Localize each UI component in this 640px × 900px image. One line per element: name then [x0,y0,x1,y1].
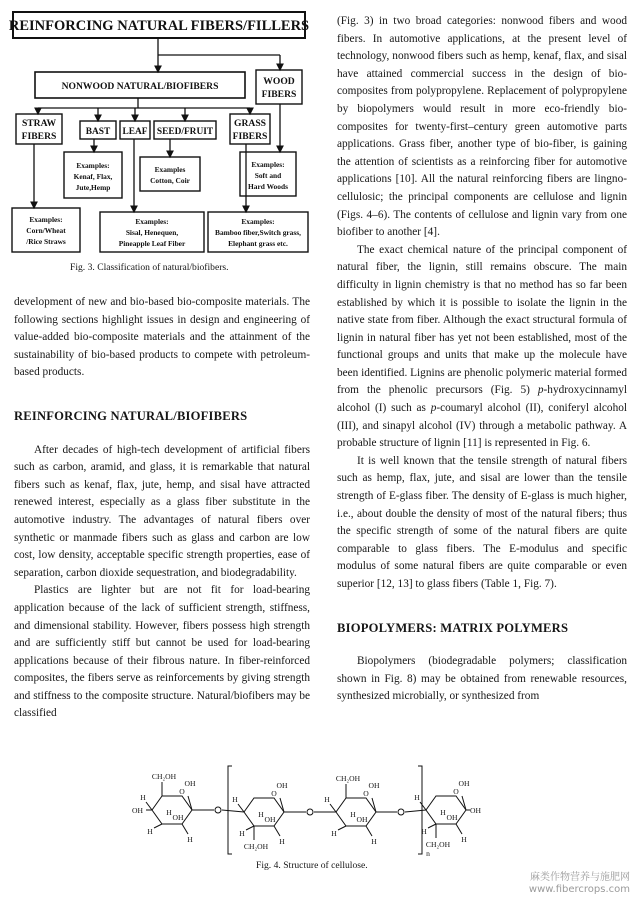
fig3-straw-label-1: STRAW [21,118,57,129]
ch2oh-label: CH₂OH [425,840,451,849]
fig3-nonwood-label: NONWOOD NATURAL/BIOFIBERS [61,81,219,92]
terminal-hydroxyl-label: OH [470,806,481,815]
hydroxyl-label: OH [172,813,184,822]
section-heading-reinforcing: REINFORCING NATURAL/BIOFIBERS [14,408,248,423]
fig3-straw-examples-3: /Rice Straws [26,237,66,246]
fig3-grass-label-1: GRASS [234,118,266,129]
ch2oh-label: CH₂OH [335,774,361,783]
fig3-leaf-examples-1: Examples: [135,217,169,226]
bond-line [182,824,188,834]
fig3-straw-examples-1: Examples: [29,215,63,224]
hydrogen-label: H [324,795,330,804]
fig3-leaf-examples-3: Pineapple Leaf Fiber [118,239,186,248]
hydroxyl-label: OH [446,813,458,822]
ring-oxygen-label: O [179,787,185,796]
hydrogen-label: H [232,795,238,804]
fig3-bast-examples-3: Jute,Hemp [75,183,111,192]
fig3-straw-label-2: FIBERS [21,131,57,142]
hydrogen-label: H [239,829,245,838]
hydrogen-label: H [440,808,446,817]
bond-line [274,826,280,836]
bond-line [238,804,244,812]
section-heading-biopolymers: BIOPOLYMERS: MATRIX POLYMERS [337,620,569,635]
bond-line [338,826,346,830]
hydrogen-label: H [147,827,153,836]
fig3-wood-label-1: WOOD [263,76,295,87]
bond-line [420,802,426,810]
figure-3-caption: Fig. 3. Classification of natural/biofibers. [70,262,229,273]
hydrogen-label: H [350,810,356,819]
fig3-grass-label-2: FIBERS [232,131,268,142]
figure-4-caption: Fig. 4. Structure of cellulose. [256,860,368,871]
lignin-paragraph [337,242,627,453]
fig3-seed-label: SEED/FRUIT [156,127,214,137]
bond-line [246,826,254,830]
ring-oxygen-label: O [271,789,277,798]
hydroxyl-label: OH [276,781,288,790]
fig3-grass-examples-3: Elephant grass etc. [228,239,288,248]
hydroxyl-label: OH [458,779,470,788]
hydroxyl-label: OH [184,779,196,788]
right-column [337,13,627,706]
repeat-bracket-left [228,766,232,854]
ring-oxygen-label: O [363,789,369,798]
repeat-count-label: n [426,849,430,858]
watermark-line-1: 麻类作物营养与施肥网 [530,872,630,883]
bond-line [456,824,462,834]
terminal-hydroxyl-label: OH [132,806,143,815]
fig3-bast-examples-2: Kenaf, Flax, [73,172,113,181]
ch2oh-label: CH₂OH [243,842,269,851]
reinforcing-paragraph-1: After decades of high-tech development of artificial fibers such as carbon, aramid, and glass, it is remarkable that natural fibers such as kenaf, flax, jute, hemp, and sisal have attracted renewed interest, especially as a glass fiber substitute in the automotive industry. The advantages of natural fibers over synthetic or manmade fibers such as glass and carbon are low cost, low density, acceptable specific strength properties, ease of separation, carbon dioxide sequestration, and biodegradability. [14,443,310,579]
hydrogen-label: H [258,810,264,819]
hydrogen-label: H [140,793,146,802]
hydroxyl-label: OH [368,781,380,790]
site-watermark [529,872,630,896]
hydrogen-label: H [371,837,377,846]
glycosidic-oxygen [307,809,313,815]
hydrogen-label: H [331,829,337,838]
lignin-text-b: -hydroxycinnamyl alcohol (I) such as [337,384,627,415]
fig3-wood-examples-2: Soft and [254,171,282,180]
lignin-italic-p-1: p [537,384,544,397]
figure-3 [8,10,310,273]
hydroxyl-label: OH [356,815,368,824]
hydrogen-label: H [166,808,172,817]
fiber-classification-diagram [8,10,310,260]
fig3-title: REINFORCING NATURAL FIBERS/FILLERS [8,18,310,34]
fig3-wood-examples-1: Examples: [251,160,285,169]
lignin-italic-p-2: p [430,402,437,415]
left-intro-paragraph: development of new and bio-based bio-composite materials. The following sections highlight issues in design and engineering of value-added bio-composite materials and the attainment of the sustainability of bio-based products to compete with petroleum-based products. [14,296,310,379]
figure-4 [124,762,640,880]
fig3-bast-label: BAST [85,127,111,137]
biopolymers-paragraph: Biopolymers (biodegradable polymers; classification shown in Fig. 8) may be obtained from renewable resources, synthesized microbially, or synthesized from [337,655,627,703]
bond-line [366,826,372,836]
hydrogen-label: H [421,827,427,836]
fig3-grass-examples-1: Examples: [241,217,275,226]
watermark-line-2: www.fibercrops.com [528,884,630,895]
right-continuation-paragraph: (Fig. 3) in two broad categories: nonwood fibers and wood fibers. In automotive applications, at the present level of technology, nonwood fibers such as hemp, kenaf, flax, and sisal have attained commercial success in the design of bio-composites from polypropylene. Replacement of polypropylene by biopolymers would result in more eco-friendly bio-composites for twenty-first–century green automotive parts applications. Grass fiber, another type of bio-fiber, is gaining the attention of scientists as a reinforcing fiber for automotive applications [10]. All the natural reinforcing fibers are lingno-cellulosic; the principal components are cellulose and lignin (Figs. 4–6). The contents of cellulose and lignin vary from one biofiber to another [4]. [337,15,627,239]
hydrogen-label: H [279,837,285,846]
hydroxyl-label: OH [264,815,276,824]
fig3-bast-examples-1: Examples: [76,161,110,170]
glycosidic-oxygen [398,809,404,815]
tensile-strength-paragraph: It is well known that the tensile strength of natural fibers such as hemp, flax, jute, and sisal are lower than the tensile strength of E-glass fiber. The density of E-glass is much higher, i.e., about double the density of most of the natural fibers; thus the specific strength of some of the natural fibers are quite comparable to glass fibers. The E-modulus and specific modulus of some natural fibers are quite comparable or even superior [12, 13] to glass fibers (Table 1, Fig. 7). [337,454,627,590]
fig3-leaf-examples-2: Sisal, Henequen, [125,228,179,237]
bond-line [428,824,436,828]
bond-line [146,802,152,810]
ch2oh-label: CH₂OH [151,772,177,781]
hydrogen-label: H [187,835,193,844]
fig3-leaf-label: LEAF [122,127,148,137]
left-column [14,294,310,723]
hydrogen-label: H [461,835,467,844]
ring-oxygen-label: O [453,787,459,796]
fig3-wood-examples-3: Hard Woods [248,182,288,191]
reinforcing-paragraph-2: Plastics are lighter but are not fit for load-bearing application because of the lack of sufficient strength, stiffness, and dimensional stability. However, fibers possess high strength and are sufficiently stiff but cannot be used for load-bearing applications because of their fibrous nature. In fiber-reinforced composites, the fibers serve as reinforcements by giving strength and stiffness to the composite structure. Natural/biofibers may be classified [14,584,310,720]
fig3-wood-label-2: FIBERS [261,89,297,100]
lignin-text-a: The exact chemical nature of the principal component of natural fiber, the lignin, still remains obscure. The main difficulty in lignin chemistry is that no method has so far been established by which it is possible to isolate the lignin in the native state from fiber. Although the exact structural formula of lignin in natural fiber has yet not been established, most of the functional groups and units that make up the molecule have been identified. Lignins are phenolic polymeric material formed from the phenolic precursors (Fig. 5) [337,243,627,397]
bond-line [222,810,244,812]
glycosidic-oxygen [215,807,221,813]
cellulose-structure-diagram [124,762,494,858]
fig3-seed-examples-1: Examples [154,165,186,174]
bond-line [154,824,162,828]
lignin-text-c: -coumaryl alcohol (II), coniferyl alcohol (III), and sinapyl alcohol (IV) through a metabolic pathway. A probable structure of lignin [11] is represented in Fig. 6. [337,402,628,450]
fig3-straw-examples-2: Corn/Wheat [26,226,66,235]
bond-line [330,804,336,812]
bond-line [405,810,426,812]
fig3-seed-examples-2: Cotton, Coir [150,176,190,185]
hydrogen-label: H [414,793,420,802]
fig3-grass-examples-2: Bamboo fiber,Switch grass, [215,228,301,237]
